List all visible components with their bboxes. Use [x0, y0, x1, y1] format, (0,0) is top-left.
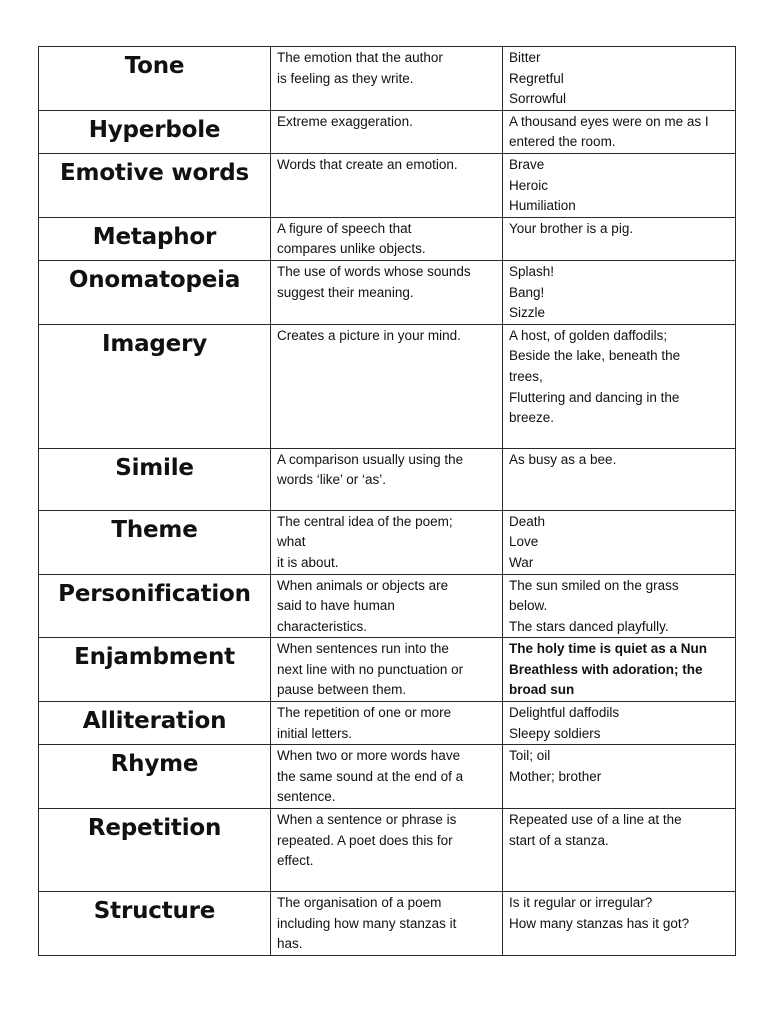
term-label: Hyperbole — [88, 116, 221, 143]
definition-cell — [271, 638, 503, 702]
example-cell — [503, 809, 736, 892]
table-row — [39, 448, 736, 510]
definition-cell — [271, 153, 503, 217]
table-row — [39, 110, 736, 153]
example-cell — [503, 574, 736, 638]
definition-text: When sentences run into the next line with no punctuation or pause between them. — [277, 641, 464, 698]
table-row — [39, 260, 736, 324]
example-cell — [503, 324, 736, 448]
example-cell — [503, 153, 736, 217]
definition-cell — [271, 892, 503, 956]
example-cell — [503, 217, 736, 260]
definition-cell — [271, 217, 503, 260]
definition-text: When a sentence or phrase is repeated. A poet does this for effect. — [277, 812, 457, 869]
term-cell — [39, 217, 271, 260]
example-cell — [503, 260, 736, 324]
definition-text: A figure of speech that compares unlike objects. — [277, 220, 426, 257]
definition-cell — [271, 510, 503, 574]
example-text: Bitter Regretful Sorrowful — [509, 50, 567, 107]
example-cell — [503, 892, 736, 956]
table-row — [39, 510, 736, 574]
term-cell — [39, 324, 271, 448]
definition-text: The repetition of one or more initial letters. — [277, 705, 452, 741]
example-text: Splash! Bang! Sizzle — [509, 263, 555, 321]
example-text: The holy time is quiet as a Nun Breathless with adoration; the broad sun — [509, 641, 708, 698]
definition-text: When animals or objects are said to have human characteristics. — [277, 577, 449, 634]
term-label: Structure — [93, 898, 216, 925]
definition-text: Words that create an emotion. — [277, 156, 458, 172]
table-row — [39, 574, 736, 638]
definition-cell — [271, 809, 503, 892]
term-label: Metaphor — [92, 223, 217, 250]
term-cell — [39, 892, 271, 956]
term-cell — [39, 745, 271, 809]
term-cell — [39, 638, 271, 702]
example-cell — [503, 448, 736, 510]
term-label: Alliteration — [82, 708, 227, 735]
definition-cell — [271, 110, 503, 153]
example-text: The sun smiled on the grass below. The stars danced playfully. — [509, 577, 679, 634]
definition-text: The emotion that the author is feeling as they write. — [277, 50, 443, 86]
definition-text: A comparison usually using the words ‘like’ or ‘as’. — [277, 451, 464, 488]
example-cell — [503, 638, 736, 702]
term-label: Imagery — [101, 330, 208, 357]
example-text: Your brother is a pig. — [509, 220, 634, 236]
term-cell — [39, 47, 271, 111]
example-text: A host, of golden daffodils; Beside the lake, beneath the trees, Fluttering and dancing in the breeze. — [509, 327, 681, 426]
term-label: Personification — [58, 580, 251, 607]
example-cell — [503, 47, 736, 111]
example-cell — [503, 510, 736, 574]
example-text: Repeated use of a line at the start of a stanza. — [509, 812, 682, 848]
definition-text: The organisation of a poem including how many stanzas it has. — [277, 895, 457, 952]
term-label: Theme — [111, 516, 198, 543]
example-text: Delightful daffodils Sleepy soldiers — [509, 705, 620, 741]
term-label: Simile — [115, 454, 194, 481]
definition-text: Creates a picture in your mind. — [277, 327, 461, 343]
example-text: A thousand eyes were on me as I entered the room. — [509, 113, 709, 150]
term-cell — [39, 574, 271, 638]
term-label: Repetition — [87, 815, 222, 842]
term-label: Tone — [124, 53, 185, 79]
term-cell — [39, 809, 271, 892]
table-row — [39, 702, 736, 745]
term-label: Rhyme — [110, 751, 199, 778]
example-cell — [503, 745, 736, 809]
table-row — [39, 638, 736, 702]
example-cell — [503, 702, 736, 745]
example-text: Brave Heroic Humiliation — [509, 156, 576, 214]
example-text: Toil; oil Mother; brother — [509, 748, 602, 784]
table-row — [39, 217, 736, 260]
definition-cell — [271, 324, 503, 448]
definition-cell — [271, 260, 503, 324]
term-cell — [39, 702, 271, 745]
definition-cell — [271, 47, 503, 111]
example-text: As busy as a bee. — [509, 451, 617, 467]
table-row — [39, 47, 736, 111]
definition-cell — [271, 448, 503, 510]
table-row — [39, 745, 736, 809]
example-cell — [503, 110, 736, 153]
example-text: Death Love War — [509, 513, 546, 570]
term-cell — [39, 510, 271, 574]
term-cell — [39, 260, 271, 324]
term-cell — [39, 110, 271, 153]
definition-cell — [271, 745, 503, 809]
term-label: Onomatopeia — [68, 266, 241, 293]
definition-text: Extreme exaggeration. — [277, 113, 413, 129]
definition-cell — [271, 702, 503, 745]
table-row — [39, 324, 736, 448]
definition-cell — [271, 574, 503, 638]
term-cell — [39, 448, 271, 510]
term-label: Emotive words — [60, 159, 249, 186]
definition-text: The use of words whose sounds suggest their meaning. — [277, 263, 471, 300]
definition-text: When two or more words have the same sound at the end of a sentence. — [277, 748, 464, 805]
table-row — [39, 892, 736, 956]
table-row — [39, 809, 736, 892]
poetic-devices-table — [38, 46, 736, 956]
table-row — [39, 153, 736, 217]
definition-text: The central idea of the poem; what it is about. — [277, 513, 453, 570]
example-text: Is it regular or irregular? How many stanzas has it got? — [509, 895, 690, 931]
term-label: Enjambment — [74, 644, 235, 671]
term-cell — [39, 153, 271, 217]
